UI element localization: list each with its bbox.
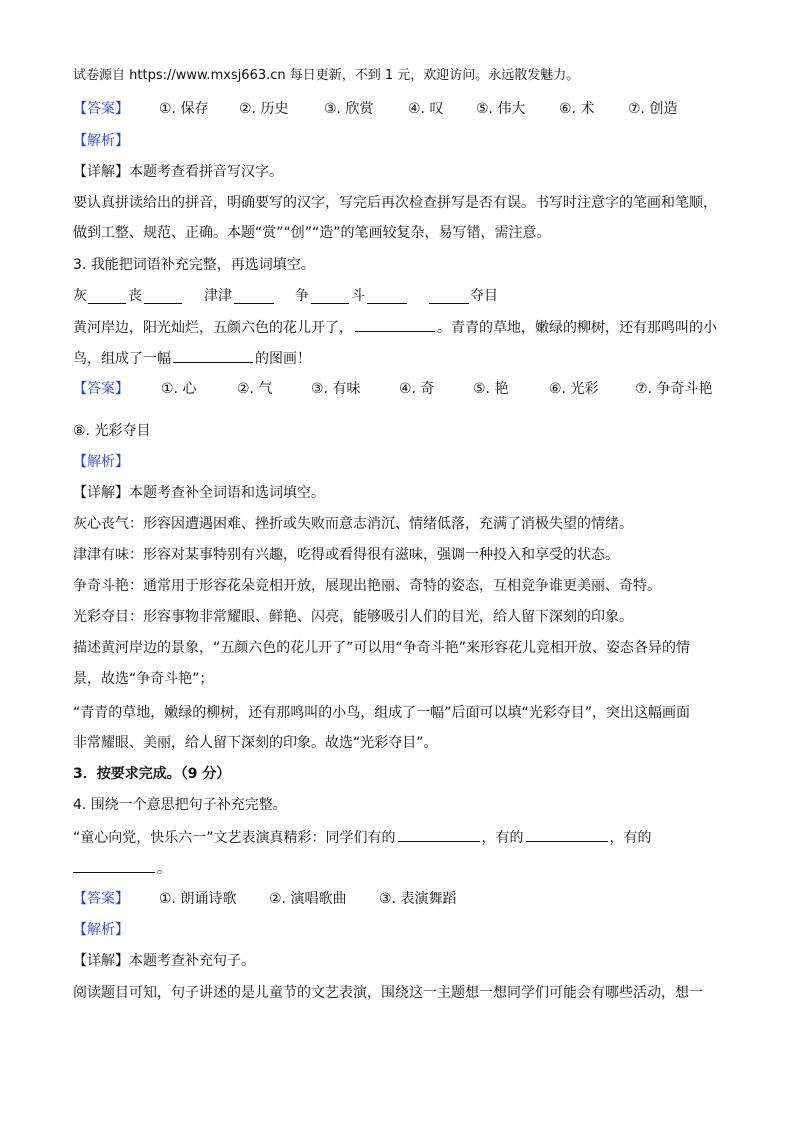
q2-detail <box>73 162 283 182</box>
q3-sentence-1a: 黄河岸边，阳光灿烂，五颜六色的花儿开了， <box>73 320 353 336</box>
detail-label: 【详解】 <box>73 485 129 501</box>
q3-answer-8: ⑧. 光彩夺目 <box>73 423 151 439</box>
q3-answer-6: ⑥. 光彩 <box>549 381 599 397</box>
q4-sentence-part-4: 。 <box>157 861 171 877</box>
detail-label: 【详解】 <box>73 953 129 969</box>
q3-answer-7: ⑦. 争奇斗艳 <box>635 381 713 397</box>
q4-title: 4. 围绕一个意思把句子补充完整。 <box>73 797 287 813</box>
q2-answer-row <box>73 99 733 119</box>
q2-answer-6: ⑥. 术 <box>559 101 595 117</box>
q2-para-2: 做到工整、规范、正确。本题“赏”“创”“造”的笔画较复杂，易写错，需注意。 <box>73 225 551 241</box>
q2-answer-4: ④. 叹 <box>408 101 444 117</box>
q3-word-2-start: 津津 <box>204 288 232 304</box>
q4-answer-2: ②. 演唱歌曲 <box>269 891 347 907</box>
blank-5[interactable] <box>367 289 407 304</box>
blank-3[interactable] <box>234 289 274 304</box>
q3-answer-2: ②. 气 <box>237 381 273 397</box>
q4-answer-3: ③. 表演舞蹈 <box>379 891 457 907</box>
answer-label: 【答案】 <box>73 381 129 397</box>
q3-word-1-start: 灰 <box>73 288 87 304</box>
q3-word-3-start: 争 <box>295 288 309 304</box>
q2-answer-1: ①. 保存 <box>159 101 209 117</box>
q4-answer-row <box>73 889 733 909</box>
q3-sentence-1 <box>73 317 717 338</box>
answer-label: 【答案】 <box>73 101 129 117</box>
q3-explain-1b: 景，故选“争奇斗艳”； <box>73 671 214 687</box>
q3-def-2: 津津有味：形容对某事特别有兴趣，吃得或看得很有滋味，强调一种投入和享受的状态。 <box>73 547 619 563</box>
q3-word-4-end: 夺目 <box>470 288 498 304</box>
q3-def-1: 灰心丧气：形容因遭遇困难、挫折或失败而意志消沉、情绪低落，充满了消极失望的情绪。 <box>73 516 633 532</box>
q4-para-1: 阅读题目可知，句子讲述的是儿童节的文艺表演，围绕这一主题想一想同学们可能会有哪些活动，想一 <box>73 985 703 1001</box>
q3-fill-row <box>73 286 733 306</box>
q2-answer-2: ②. 历史 <box>239 101 289 117</box>
q3-detail <box>73 483 325 503</box>
blank-4[interactable] <box>311 289 349 304</box>
blank-2[interactable] <box>144 289 182 304</box>
blank-8[interactable] <box>173 348 253 363</box>
q3-detail-text: 本题考查补全词语和选词填空。 <box>129 485 325 501</box>
q3-answer-5: ⑤. 艳 <box>473 381 509 397</box>
q3-def-4: 光彩夺目：形容事物非常耀眼、鲜艳、闪亮，能够吸引人们的目光，给人留下深刻的印象。 <box>73 609 633 625</box>
q3-answer-row <box>73 379 733 399</box>
q3-title: 3. 我能把词语补充完整，再选词填空。 <box>73 257 315 273</box>
q2-detail-text: 本题考查看拼音写汉字。 <box>129 164 283 180</box>
analysis-label: 【解析】 <box>73 133 129 149</box>
q3-sentence-1b: 。青青的草地，嫩绿的柳树，还有那鸣叫的小 <box>437 320 717 336</box>
q2-answer-7: ⑦. 创造 <box>628 101 678 117</box>
q4-sentence-2 <box>73 858 171 879</box>
q2-para-1: 要认真拼读给出的拼音，明确要写的汉字，写完后再次检查拼写是否有误。书写时注意字的笔画和笔顺， <box>73 195 717 211</box>
q3-explain-1a: 描述黄河岸边的景象，“五颜六色的花儿开了”可以用“争奇斗艳”来形容花儿竞相开放、姿态各异的情 <box>73 640 691 656</box>
detail-label: 【详解】 <box>73 164 129 180</box>
source-header: 试卷源自 https://www.mxsj663.cn 每日更新，不到 1 元，欢迎访问。永远散发魅力。 <box>73 68 580 83</box>
q2-answer-5: ⑤. 伟大 <box>476 101 526 117</box>
q4-detail <box>73 951 255 971</box>
q4-detail-text: 本题考查补充句子。 <box>129 953 255 969</box>
q3-answer-1: ①. 心 <box>161 381 197 397</box>
analysis-label: 【解析】 <box>73 922 129 938</box>
q3-explain-2a: “青青的草地，嫩绿的柳树，还有那鸣叫的小鸟，组成了一幅”后面可以填“光彩夺目”，突出这幅画面 <box>73 705 691 721</box>
q3-answer-3: ③. 有味 <box>311 381 361 397</box>
q2-answer-3: ③. 欣赏 <box>324 101 374 117</box>
q3-answer-4: ④. 奇 <box>399 381 435 397</box>
q3-sentence-2 <box>73 348 311 369</box>
analysis-label: 【解析】 <box>73 454 129 470</box>
blank-6[interactable] <box>429 289 469 304</box>
q3-explain-2b: 非常耀眼、美丽，给人留下深刻的印象。故选“光彩夺目”。 <box>73 735 438 751</box>
blank-1[interactable] <box>88 289 126 304</box>
section-3-title: 3．按要求完成。（9 分） <box>73 766 231 782</box>
q4-sentence-part-1: “童心向党，快乐六一”文艺表演真精彩：同学们有的 <box>73 830 396 846</box>
answer-label: 【答案】 <box>73 891 129 907</box>
q4-sentence-part-2: ，有的 <box>481 830 524 846</box>
blank-10[interactable] <box>526 827 608 842</box>
blank-9[interactable] <box>398 827 480 842</box>
blank-11[interactable] <box>73 858 155 873</box>
q3-word-1-mid: 丧 <box>128 288 142 304</box>
q3-sentence-2b: 的图画！ <box>255 351 311 367</box>
q3-word-3-mid: 斗 <box>351 288 365 304</box>
q4-sentence-part-3: ，有的 <box>609 830 652 846</box>
q3-def-3: 争奇斗艳：通常用于形容花朵竞相开放，展现出艳丽、奇特的姿态，互相竞争谁更美丽、奇特。 <box>73 578 661 594</box>
q4-answer-1: ①. 朗诵诗歌 <box>159 891 237 907</box>
q3-sentence-2a: 鸟，组成了一幅 <box>73 351 171 367</box>
blank-7[interactable] <box>355 317 435 332</box>
q4-sentence-1 <box>73 827 652 848</box>
